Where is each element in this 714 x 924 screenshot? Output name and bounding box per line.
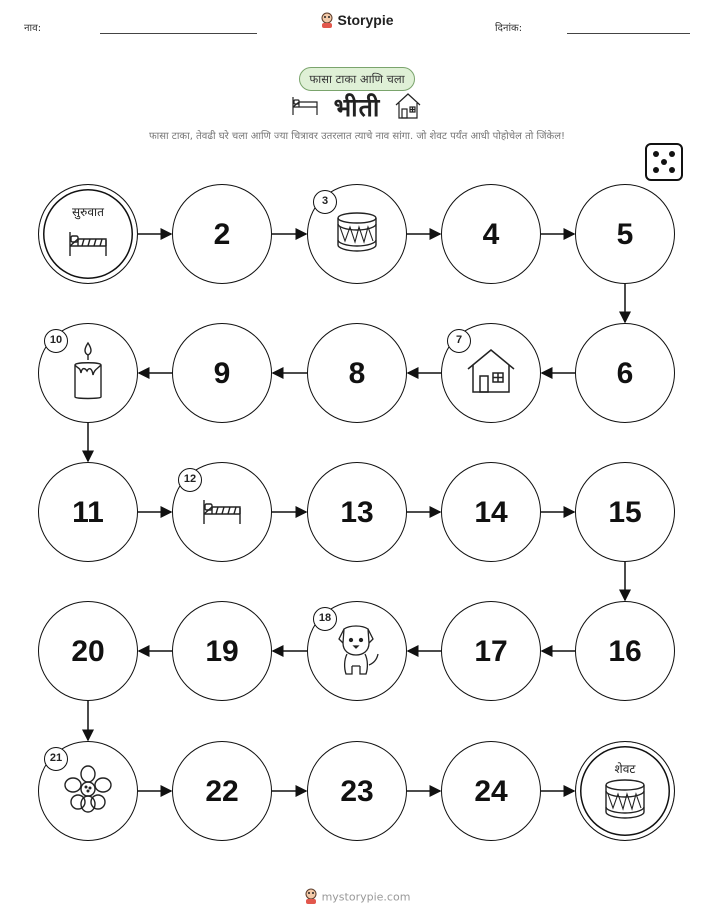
board-space[interactable] (38, 601, 138, 701)
date-label: दिनांक: (495, 23, 523, 34)
start-space[interactable] (38, 184, 138, 284)
space-label: शेवट (614, 762, 636, 776)
space-number: 14 (474, 496, 508, 529)
finish-space[interactable] (575, 741, 675, 841)
space-number: 8 (348, 357, 366, 390)
space-number-badge: 3 (313, 190, 337, 214)
board-space[interactable] (441, 601, 541, 701)
storypie-logo-icon (304, 888, 318, 907)
space-number: 23 (340, 775, 374, 808)
board-space[interactable] (38, 323, 138, 423)
board-space[interactable] (307, 184, 407, 284)
space-number: 22 (205, 775, 239, 808)
dog-icon (332, 621, 382, 681)
board-space[interactable] (441, 323, 541, 423)
space-number-badge: 7 (447, 329, 471, 353)
board-space[interactable] (441, 184, 541, 284)
board-space[interactable] (575, 184, 675, 284)
board-space[interactable] (575, 601, 675, 701)
footer (0, 888, 714, 907)
bed-icon (66, 224, 110, 264)
space-number: 6 (616, 357, 634, 390)
space-number: 15 (608, 496, 642, 529)
space-number: 17 (474, 635, 508, 668)
board-space[interactable] (307, 323, 407, 423)
footer-url[interactable]: mystorypie.com (321, 890, 411, 904)
space-number: 24 (474, 775, 508, 808)
board-space[interactable] (575, 323, 675, 423)
space-label: सुरुवात (72, 205, 104, 219)
brand-name: Storypie (337, 12, 394, 29)
space-number: 2 (213, 218, 231, 251)
name-label: नाव: (24, 23, 42, 34)
board-space[interactable] (172, 601, 272, 701)
drum-icon (334, 209, 380, 259)
space-number: 9 (213, 357, 231, 390)
space-number: 19 (205, 635, 239, 668)
board-space[interactable] (38, 741, 138, 841)
space-number: 4 (482, 218, 500, 251)
board-space[interactable] (172, 184, 272, 284)
board-space[interactable] (172, 323, 272, 423)
board-space[interactable] (441, 741, 541, 841)
space-number: 20 (71, 635, 105, 668)
page-title: भीती (333, 93, 381, 122)
bed-icon (200, 492, 244, 532)
house-icon (465, 347, 517, 399)
drum-icon (602, 776, 648, 826)
flower-icon (63, 764, 113, 818)
board-space[interactable] (575, 462, 675, 562)
board-space[interactable] (38, 462, 138, 562)
space-number-badge: 10 (44, 329, 68, 353)
candle-icon (71, 341, 105, 405)
board-space[interactable] (307, 462, 407, 562)
space-number-badge: 12 (178, 468, 202, 492)
space-number-badge: 18 (313, 607, 337, 631)
space-number: 5 (616, 218, 634, 251)
board-space[interactable] (172, 462, 272, 562)
instructions: फासा टाका, तेवढी घरे चला आणि ज्या चित्रावर उतरलात त्याचे नाव सांगा. जो शेवट पर्यंत आधी पोहोचेल तो जिंकेल! (148, 131, 566, 142)
space-number-badge: 21 (44, 747, 68, 771)
game-tag: फासा टाका आणि चला (299, 67, 415, 91)
space-number: 16 (608, 635, 642, 668)
board-space[interactable] (172, 741, 272, 841)
board-space[interactable] (307, 601, 407, 701)
space-number: 11 (72, 496, 104, 529)
board-space[interactable] (307, 741, 407, 841)
board-space[interactable] (441, 462, 541, 562)
space-number: 13 (340, 496, 374, 529)
